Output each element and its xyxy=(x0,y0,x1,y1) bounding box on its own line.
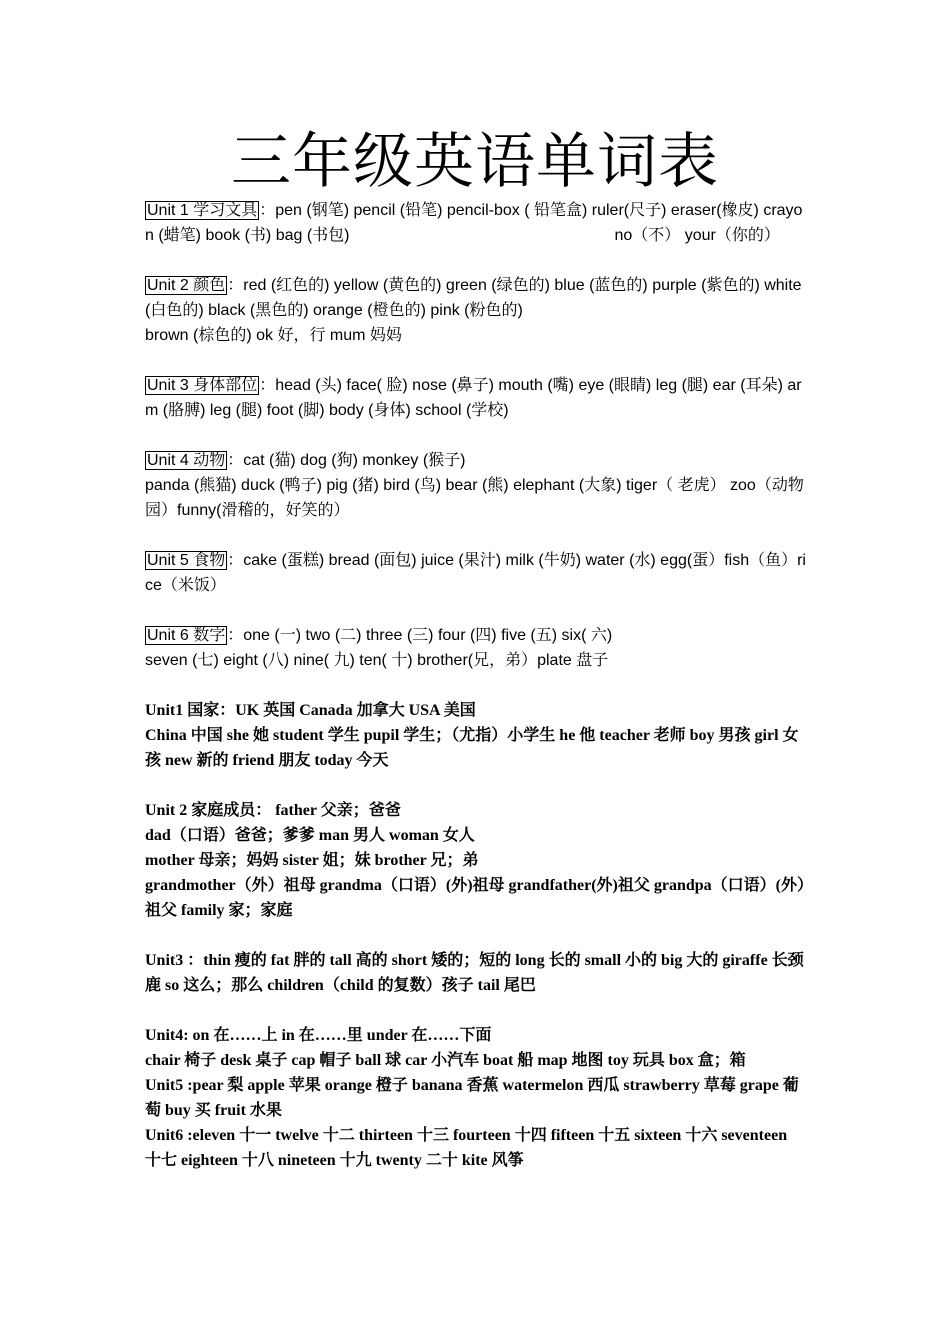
b-unit-3-words: Unit3 ：thin 瘦的 fat 胖的 tall 高的 short 矮的；短的 long 长的 small 小的 big 大的 giraffe 长颈鹿 so 这么；那么 children（child 的复数）孩子 tail 尾巴 xyxy=(145,952,804,994)
unit-6-words: ：one (一) two (二) three (三) four (四) five (五) six( 六) xyxy=(227,627,613,644)
unit-4-section xyxy=(145,448,807,473)
page-title: 三年级英语单词表 xyxy=(231,127,719,197)
b-unit-4-words: chair 椅子 desk 桌子 cap 帽子 ball 球 car 小汽车 boat 船 map 地图 toy 玩具 box 盒；箱 xyxy=(145,1052,746,1069)
b-unit-2-heading: Unit 2 家庭成员： father 父亲；爸爸 xyxy=(145,802,401,819)
unit-2-words-2: brown (棕色的) ok 好，行 mum 妈妈 xyxy=(145,327,402,344)
unit-3-words: ：head (头) face( 脸) nose (鼻子) mouth (嘴) eye (眼睛) leg (腿) ear (耳朵) arm (胳膊) leg (腿) foot (脚) body (身体) school (学校) xyxy=(145,377,802,419)
b-unit-1-heading: Unit1 国家：UK 英国 Canada 加拿大 USA 美国 xyxy=(145,702,476,719)
unit-4-words-2: panda (熊猫) duck (鸭子) pig (猪) bird (鸟) bear (熊) elephant (大象) tiger（ 老虎） zoo（动物园）funny(滑稽的，好笑的） xyxy=(145,477,804,519)
b-unit-2-words-3: grandmother（外）祖母 grandma（口语）(外)祖母 grandfather(外)祖父 grandpa（口语）(外）祖父 family 家；家庭 xyxy=(145,877,805,919)
unit-4-words: ：cat (猫) dog (狗) monkey (猴子) xyxy=(227,452,466,469)
unit-2-section xyxy=(145,273,807,323)
unit-5-words: ：cake (蛋糕) bread (面包) juice (果汁) milk (牛奶) water (水) egg(蛋）fish（鱼）rice（米饭） xyxy=(145,552,806,594)
unit-1-words: ：pen (钢笔) pencil (铅笔) pencil-box ( 铅笔盒) ruler(尺子) eraser(橡皮) crayon (蜡笔) book (书) bag (书包) xyxy=(145,202,803,244)
unit-2-label: Unit 2 颜色 xyxy=(147,277,226,294)
unit-3-label: Unit 3 身体部位 xyxy=(147,377,258,394)
unit-1-label: Unit 1 学习文具 xyxy=(147,202,258,219)
unit-6-words-2: seven (七) eight (八) nine( 九) ten( 十) brother(兄，弟）plate 盘子 xyxy=(145,652,609,669)
unit-1-section xyxy=(145,198,807,248)
unit-6-label: Unit 6 数字 xyxy=(147,627,226,644)
unit-4-label: Unit 4 动物 xyxy=(147,452,226,469)
word-list xyxy=(145,198,807,1173)
unit-5-section xyxy=(145,548,807,598)
b-unit-5-words: Unit5 :pear 梨 apple 苹果 orange 橙子 banana 香蕉 watermelon 西瓜 strawberry 草莓 grape 葡萄 buy 买 fruit 水果 xyxy=(145,1077,799,1119)
b-unit-1-words: China 中国 she 她 student 学生 pupil 学生；（尤指）小学生 he 他 teacher 老师 boy 男孩 girl 女孩 new 新的 friend 朋友 today 今天 xyxy=(145,727,799,769)
unit-3-section xyxy=(145,373,807,423)
unit-5-label: Unit 5 食物 xyxy=(147,552,226,569)
unit-1-words-2: no（不） your（你的） xyxy=(614,227,780,244)
b-unit-2-words-2: mother 母亲；妈妈 sister 姐；妹 brother 兄；弟 xyxy=(145,852,479,869)
unit-2-words: ：red (红色的) yellow (黄色的) green (绿色的) blue (蓝色的) purple (紫色的) white (白色的) black (黑色的) orange (橙色的) pink (粉色的) xyxy=(145,277,802,319)
unit-6-section xyxy=(145,623,807,648)
b-unit-4-heading: Unit4: on 在……上 in 在……里 under 在……下面 xyxy=(145,1027,492,1044)
b-unit-2-words-1: dad（口语）爸爸；爹爹 man 男人 woman 女人 xyxy=(145,827,475,844)
b-unit-6-words: Unit6 :eleven 十一 twelve 十二 thirteen 十三 fourteen 十四 fifteen 十五 sixteen 十六 seventeen 十七 eighteen 十八 nineteen 十九 twenty 二十 kite 风筝 xyxy=(145,1127,788,1169)
